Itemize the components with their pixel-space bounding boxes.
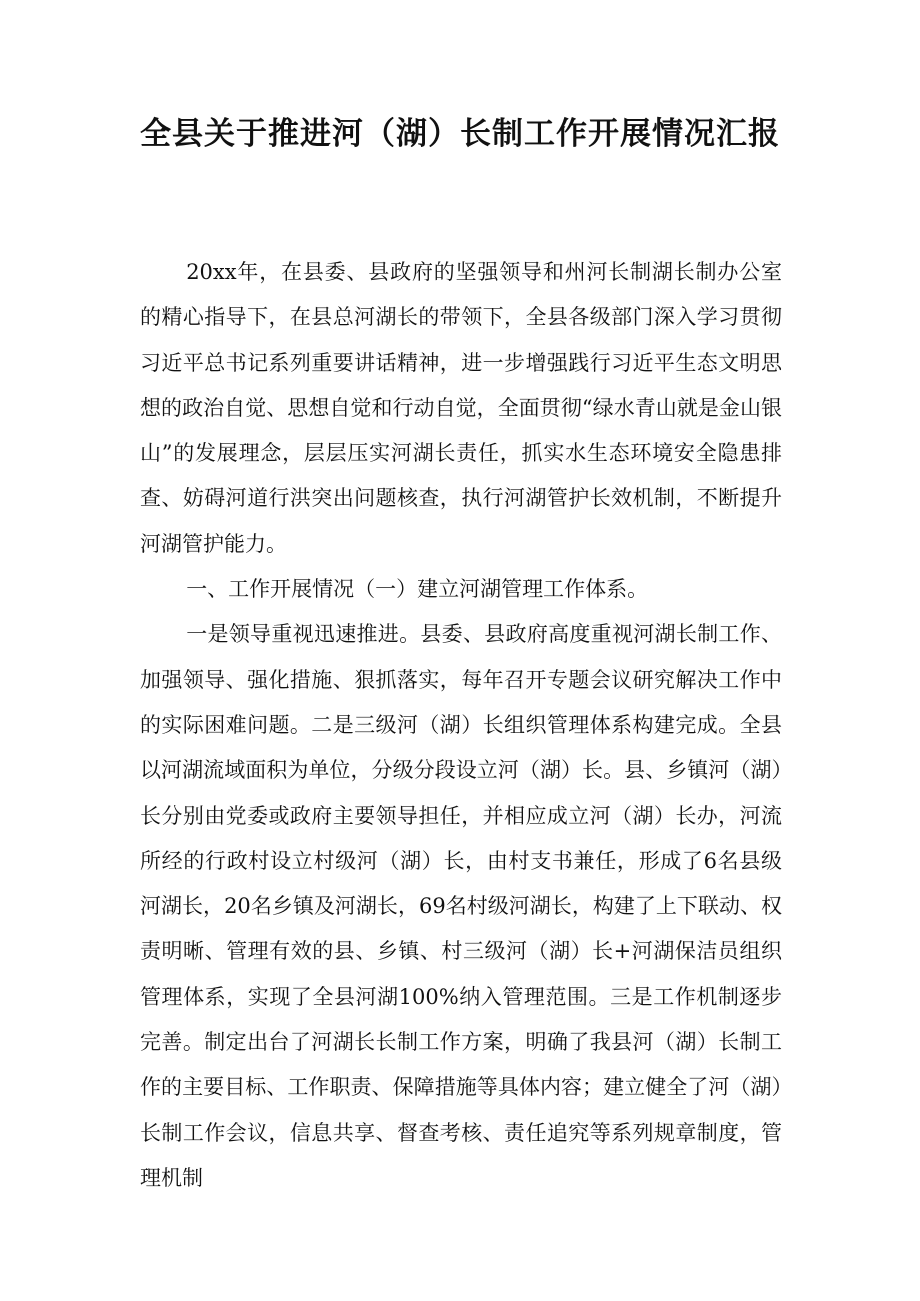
body-paragraph: 一是领导重视迅速推进。县委、县政府高度重视河湖长制工作、加强领导、强化措施、狠抓落实，每年召开专题会议研究解决工作中的实际困难问题。二是三级河（湖）长组织管理体系构建完成。全县以河湖流域面积为单位，分级分段设立河（湖）长。县、乡镇河（湖）长分别由党委或政府主要领导担任，并相应成立河（湖）长办，河流所经的行政村设立村级河（湖）长，由村支书兼任，形成了6名县级河湖长，20名乡镇及河湖长，69名村级河湖长，构建了上下联动、权责明晰、管理有效的县、乡镇、村三级河（湖）长+河湖保洁员组织管理体系，实现了全县河湖100%纳入管理范围。三是工作机制逐步完善。制定出台了河湖长长制工作方案，明确了我县河（湖）长制工作的主要目标、工作职责、保障措施等具体内容；建立健全了河（湖）长制工作会议，信息共享、督查考核、责任追究等系列规章制度，管理机制 (140, 622, 782, 1190)
document-body (140, 250, 782, 1201)
document-title: 全县关于推进河（湖）长制工作开展情况汇报 (140, 116, 780, 152)
intro-paragraph: 20xx年，在县委、县政府的坚强领导和州河长制湖长制办公室的精心指导下，在县总河湖长的带领下，全县各级部门深入学习贯彻习近平总书记系列重要讲话精神，进一步增强践行习近平生态文明思想的政治自觉、思想自觉和行动自觉，全面贯彻“绿水青山就是金山银山”的发展理念，层层压实河湖长责任，抓实水生态环境安全隐患排查、妨碍河道行洪突出问题核查，执行河湖管护长效机制，不断提升河湖管护能力。 (140, 260, 782, 556)
section-heading-paragraph: 一、工作开展情况（一）建立河湖管理工作体系。 (186, 577, 649, 602)
